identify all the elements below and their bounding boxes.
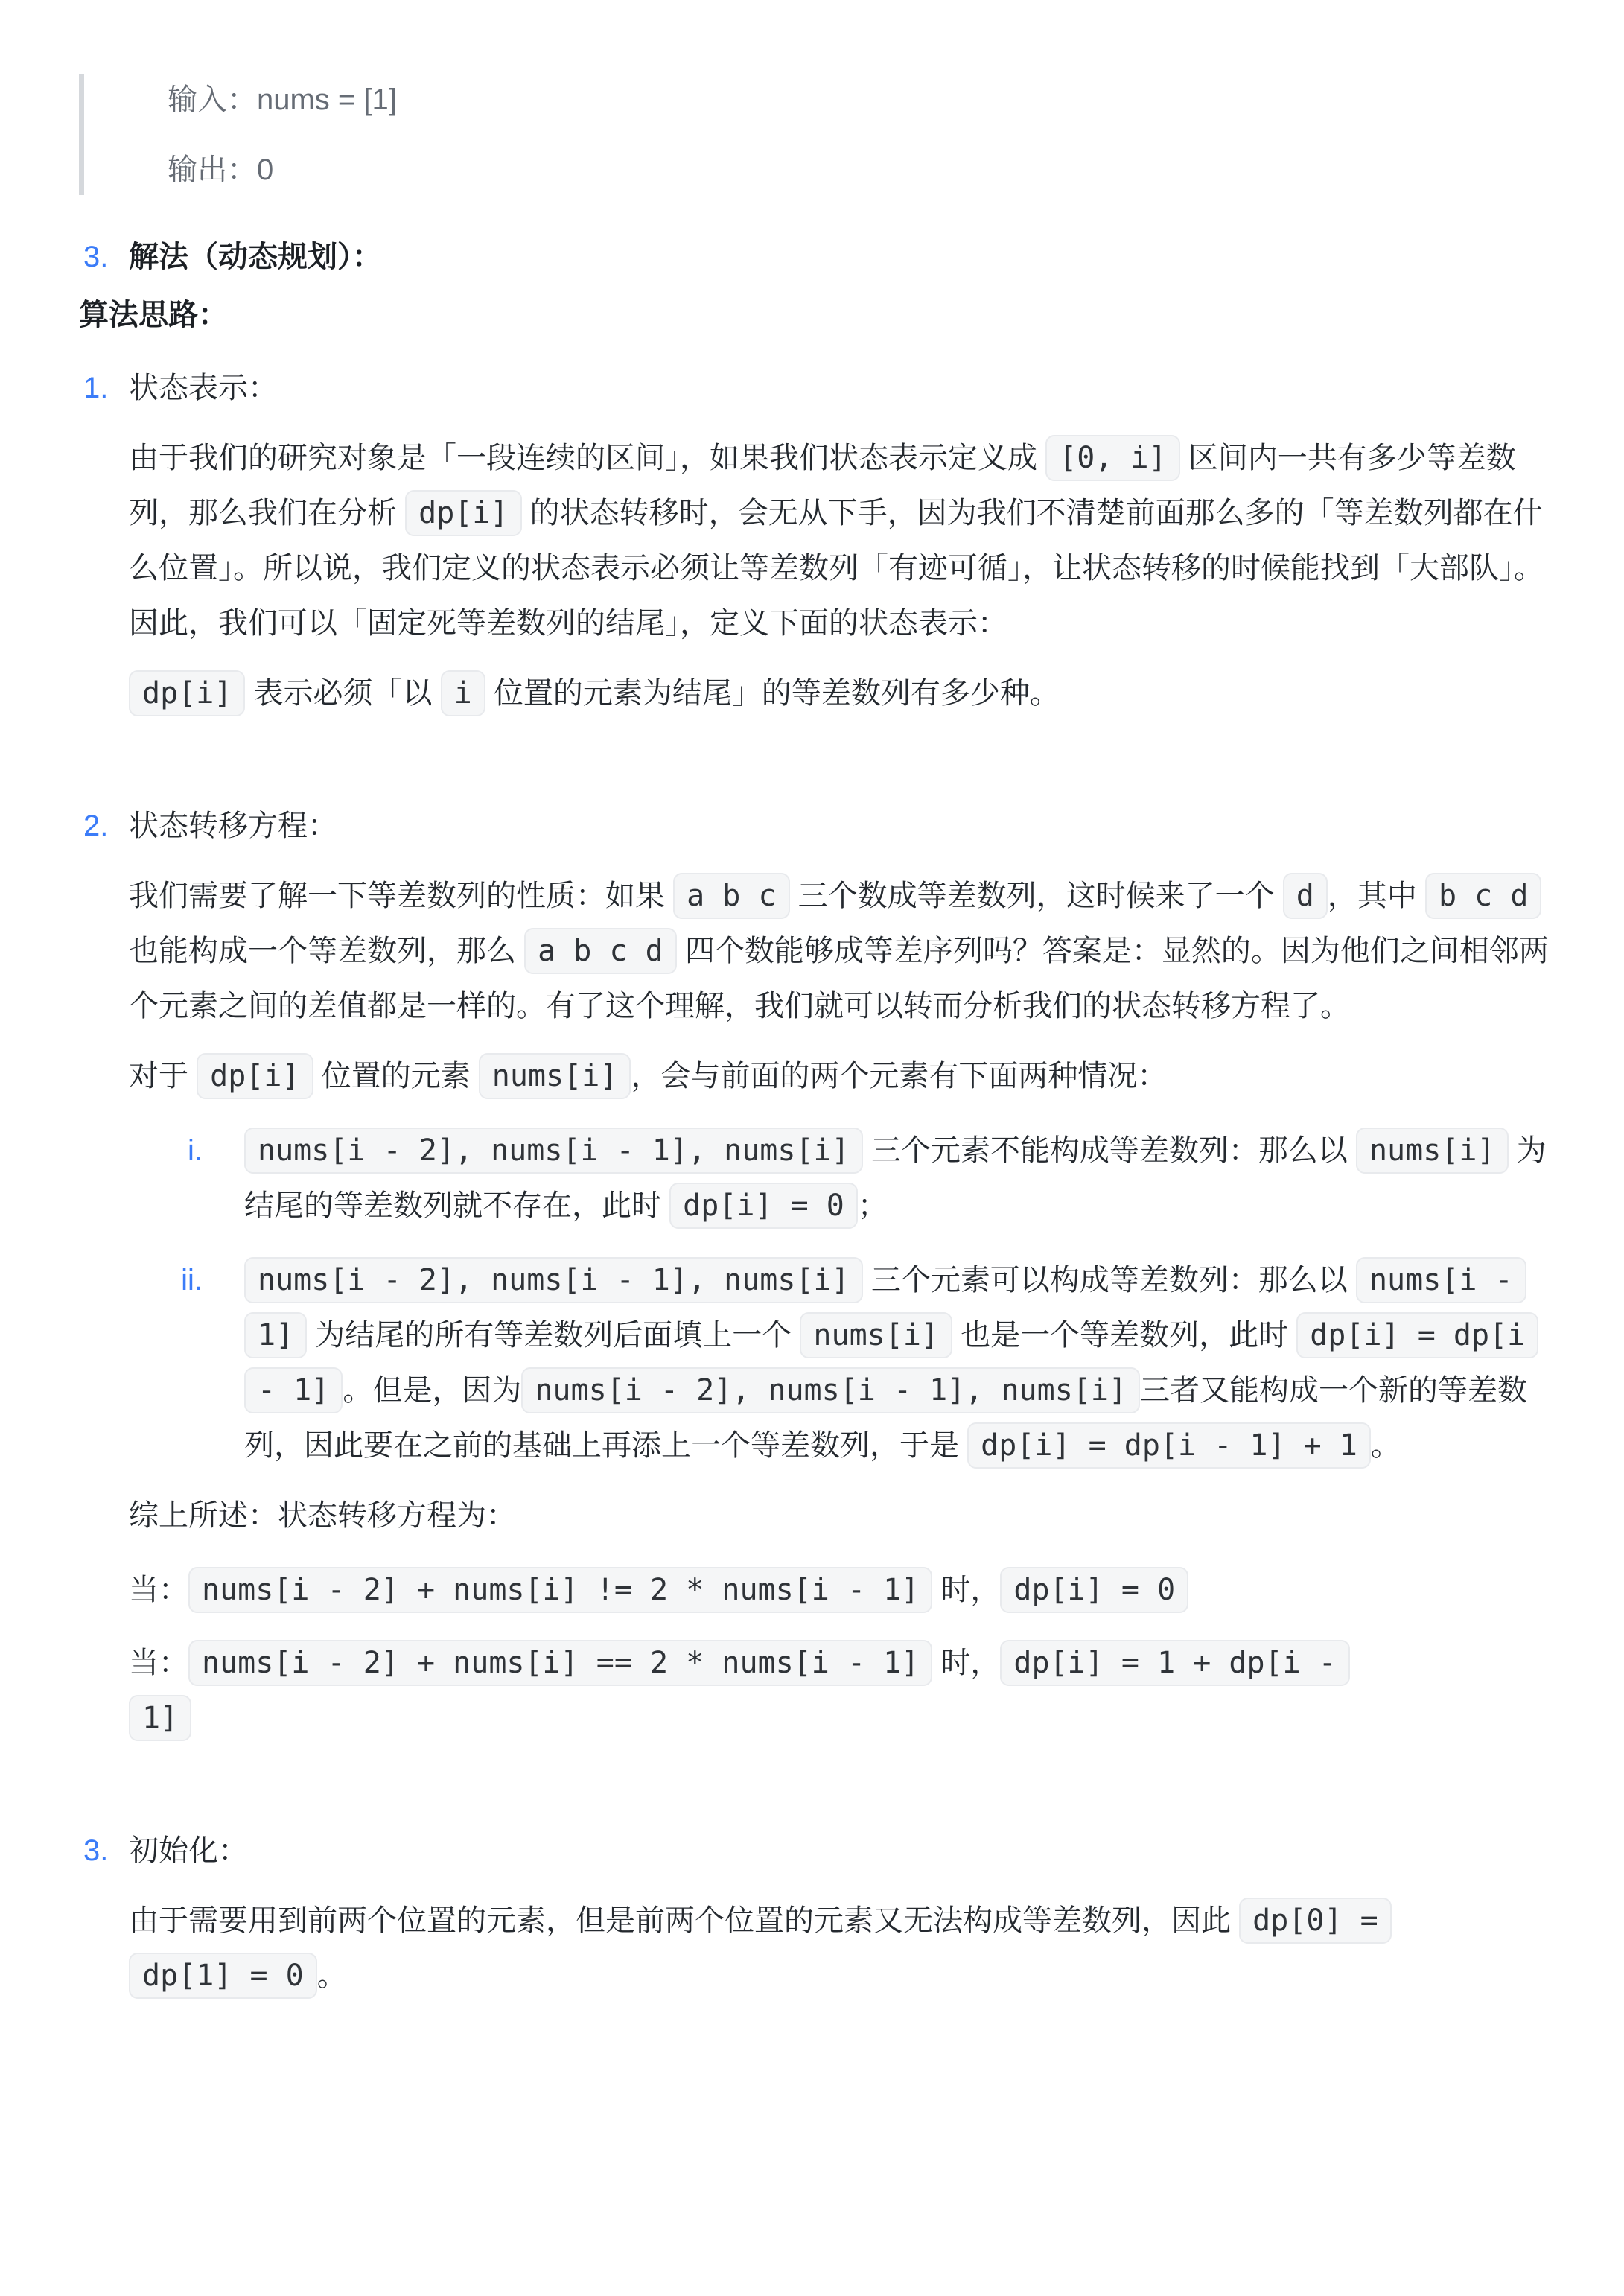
inline-code: d	[1283, 873, 1328, 919]
equation-line: 当： nums[i - 2] + nums[i] != 2 * nums[i - 1] 时， dp[i] = 0	[129, 1562, 1395, 1618]
inline-code: a b c	[673, 873, 789, 919]
step-transition-equation	[74, 798, 1553, 1746]
quote-line-input: 输入：nums = [1]	[168, 83, 397, 116]
inline-code: b c d	[1425, 873, 1541, 919]
inline-code: dp[i] = dp[i - 1] + 1	[967, 1422, 1371, 1469]
roman-list-marker: i.	[188, 1134, 203, 1167]
inline-code: i	[441, 670, 485, 716]
example-blockquote	[79, 74, 1553, 195]
step-state-definition	[74, 360, 1553, 721]
inline-code: nums[i]	[1356, 1128, 1509, 1174]
inline-code: dp[i]	[405, 490, 521, 536]
step-initialization	[74, 1823, 1553, 2003]
step-title: 初始化：	[129, 1834, 248, 1867]
solution-heading	[74, 229, 1553, 284]
equation-line: 当： nums[i - 2] + nums[i] == 2 * nums[i - 1] 时， dp[i] = 1 + dp[i - 1]	[129, 1635, 1395, 1746]
inline-code: nums[i]	[800, 1312, 952, 1358]
list-marker: 3.	[83, 241, 109, 273]
paragraph: nums[i - 2], nums[i - 1], nums[i] 三个元素不能构成等差数列：那么以 nums[i] 为结尾的等差数列就不存在，此时 dp[i] = 0 ；	[244, 1123, 1553, 1233]
step-content	[129, 798, 1553, 1746]
paragraph: 由于需要用到前两个位置的元素，但是前两个位置的元素又无法构成等差数列，因此 dp[0] = dp[1] = 0 。	[129, 1893, 1454, 2003]
paragraph: 对于 dp[i] 位置的元素 nums[i] ，会与前面的两个元素有下面两种情况：	[129, 1049, 1553, 1104]
step-content	[129, 360, 1553, 721]
inline-code: nums[i - 2] + nums[i] == 2 * nums[i - 1]	[188, 1640, 932, 1686]
step-title: 状态表示：	[129, 372, 278, 404]
summary-line: 综上所述：状态转移方程为：	[129, 1499, 516, 1532]
roman-list-marker: ii.	[181, 1264, 203, 1297]
case-item-2	[129, 1253, 1553, 1473]
inline-code: dp[i] = 0	[669, 1183, 858, 1229]
inline-code: dp[i] = 0	[1000, 1567, 1188, 1613]
paragraph: 我们需要了解一下等差数列的性质：如果 a b c 三个数成等差数列，这时候来了一个 d ，其中 b c d 也能构成一个等差数列，那么 a b c d 四个数能够成等差序列吗？答案是：显然的。因为他们之间相邻两个元素之间的差值都是一样的。有了这个理解，我们就可以转而分析我们的状态转移方程了。	[129, 868, 1553, 1034]
step-content	[129, 1823, 1553, 2003]
inline-code: dp[0] = dp[1] = 0	[129, 1898, 1392, 1999]
quote-line-output: 输出：0	[168, 153, 274, 186]
list-marker: 1.	[83, 372, 109, 404]
inline-code: nums[i - 2], nums[i - 1], nums[i]	[244, 1128, 863, 1174]
inline-code: nums[i - 2], nums[i - 1], nums[i]	[521, 1367, 1140, 1413]
paragraph: nums[i - 2], nums[i - 1], nums[i] 三个元素可以构成等差数列：那么以 nums[i - 1] 为结尾的所有等差数列后面填上一个 nums[i] 也是一个等差数列，此时 dp[i] = dp[i - 1] 。但是，因为 nums[i - 2], nums[i - 1], nums[i] 三者又能构成一个新的等差数列，因此要在之前的基础上再添上一个等差数列，于是 dp[i] = dp[i - 1] + 1 。	[244, 1253, 1553, 1473]
list-marker: 3.	[83, 1834, 109, 1867]
solution-heading-text: 解法（动态规划）：	[129, 241, 382, 273]
inline-code: dp[i] = dp[i - 1]	[244, 1312, 1538, 1413]
inline-code: dp[i]	[129, 670, 245, 716]
solution-heading-content	[129, 229, 1553, 284]
step-title: 状态转移方程：	[129, 810, 337, 842]
paragraph: dp[i] 表示必须「以 i 位置的元素为结尾」的等差数列有多少种。	[129, 666, 1553, 721]
inline-code: [0, i]	[1045, 435, 1180, 481]
inline-code: nums[i - 1]	[244, 1257, 1526, 1358]
inline-code: nums[i - 2] + nums[i] != 2 * nums[i - 1]	[188, 1567, 932, 1613]
inline-code: nums[i - 2], nums[i - 1], nums[i]	[244, 1257, 863, 1303]
inline-code: a b c d	[524, 928, 677, 974]
list-marker: 2.	[83, 810, 109, 842]
algorithm-idea-subheading: 算法思路：	[79, 299, 228, 331]
inline-code: nums[i]	[479, 1053, 631, 1099]
inline-code: dp[i]	[197, 1053, 313, 1099]
case-item-1	[129, 1123, 1553, 1233]
inline-code: dp[i] = 1 + dp[i - 1]	[129, 1640, 1350, 1741]
paragraph: 由于我们的研究对象是「一段连续的区间」，如果我们状态表示定义成 [0, i] 区间内一共有多少等差数列，那么我们在分析 dp[i] 的状态转移时，会无从下手，因为我们不清楚前面那么多的「等差数列都在什么位置」。所以说，我们定义的状态表示必须让等差数列「有迹可循」，让状态转移的时候能找到「大部队」。因此，我们可以「固定死等差数列的结尾」，定义下面的状态表示：	[129, 430, 1553, 651]
